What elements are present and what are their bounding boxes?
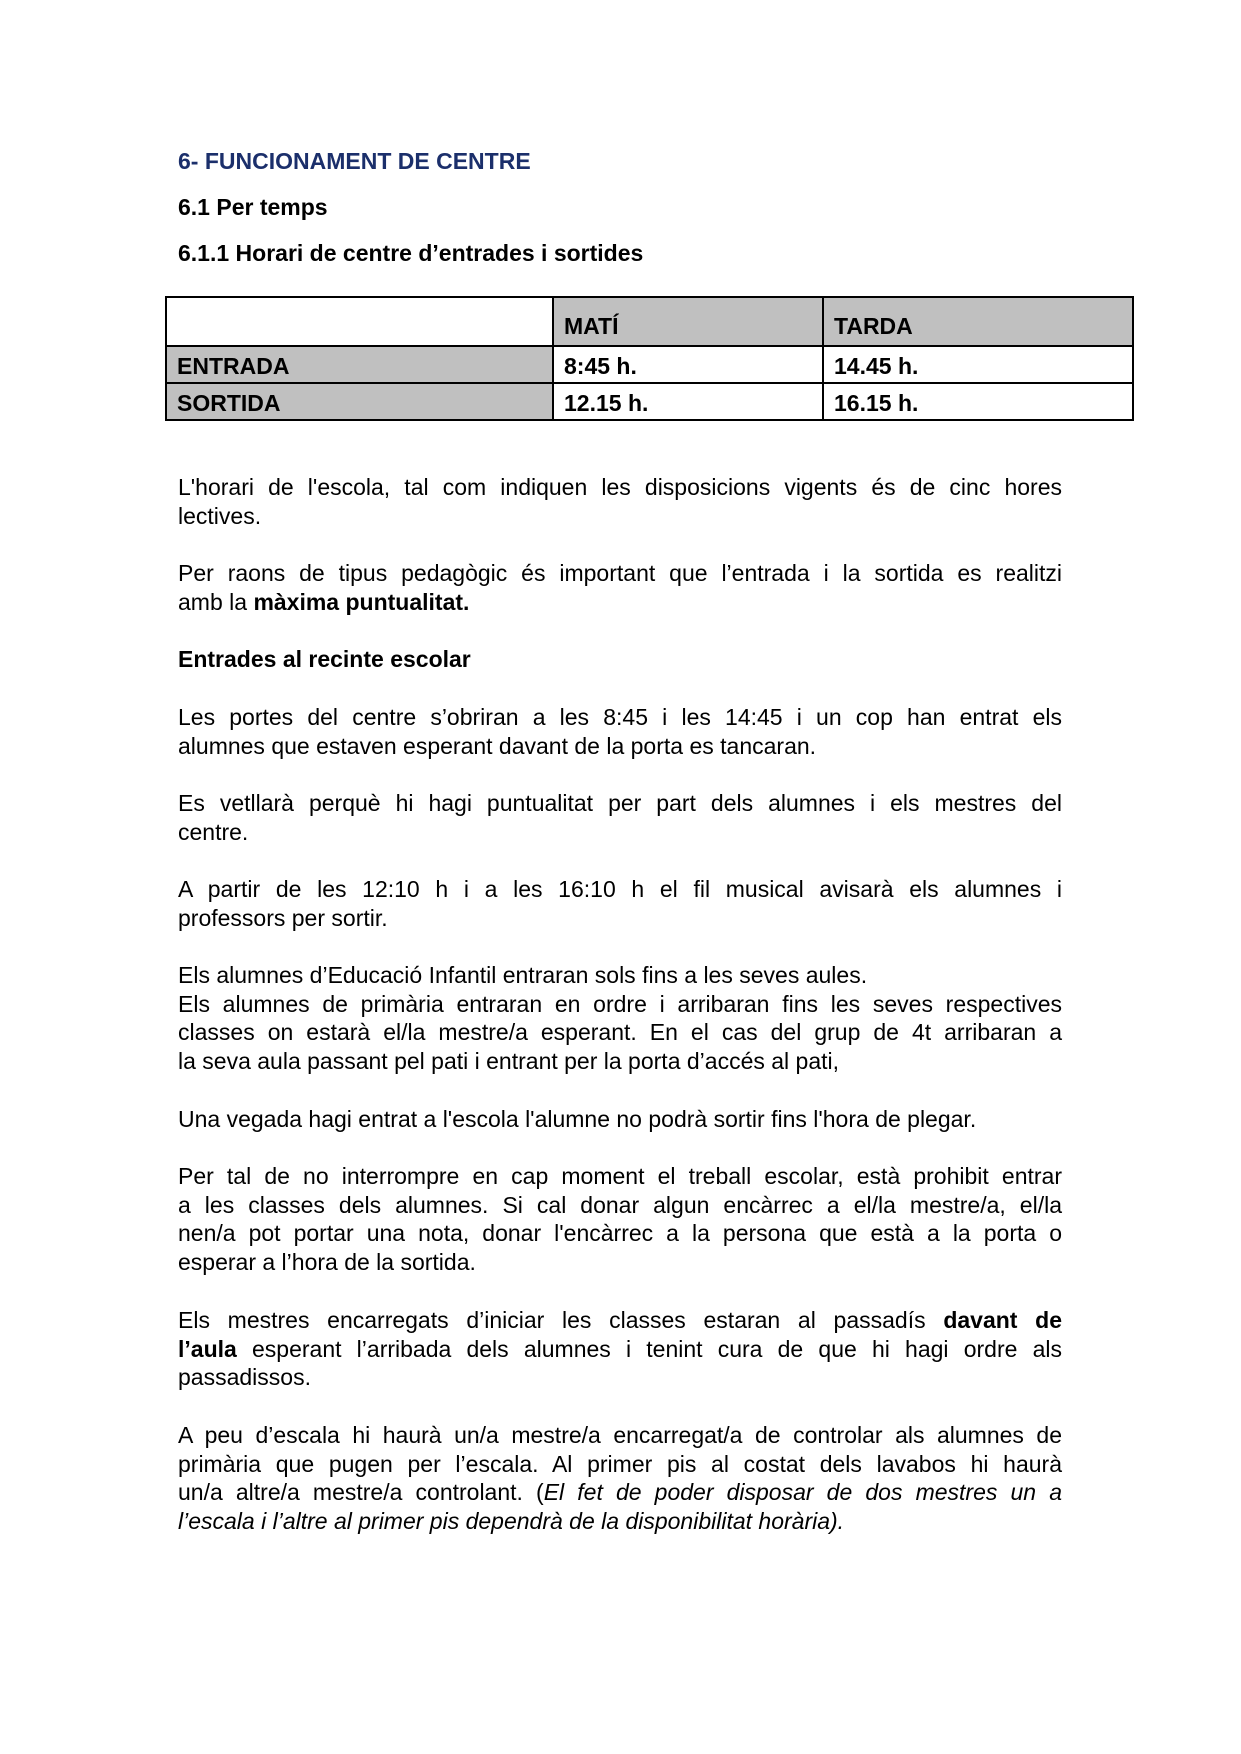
emphasis-text: màxima puntualitat. (253, 588, 470, 615)
schedule-cell-mati: 12.15 h. (553, 383, 823, 420)
text-line: alumnes que estaven esperant davant de la porta es tancaran. (178, 732, 817, 759)
emphasis-text: davant de (943, 1307, 1062, 1333)
text-line: classes on estarà el/la mestre/a esperant. En el cas del grup de 4t arribaran a (178, 1019, 1062, 1045)
schedule-row-sortida (166, 383, 1133, 420)
schedule-cell-mati: 8:45 h. (553, 346, 823, 383)
text-line: L'horari de l'escola, tal com indiquen les disposicions vigents és de cinc hores (178, 474, 1062, 500)
paragraph-alumnes (178, 961, 1062, 1075)
text-line: Entrades al recinte escolar (178, 646, 471, 672)
text-line: la seva aula passant pel pati i entrant per la porta d’accés al pati, (178, 1047, 840, 1074)
schedule-header-row (166, 297, 1133, 346)
schedule-row-label: ENTRADA (166, 346, 553, 383)
paragraph-puntualitat (178, 559, 1062, 616)
text-span: un/a altre/a mestre/a controlant. ( (178, 1479, 544, 1505)
text-line: passadissos. (178, 1364, 311, 1390)
paragraph-portes (178, 703, 1062, 760)
text-span: Els mestres encarregats d’iniciar les classes estaran al passadís (178, 1307, 944, 1333)
schedule-row-label: SORTIDA (166, 383, 553, 420)
paragraph-horari (178, 473, 1062, 530)
text-line: professors per sortir. (178, 904, 388, 931)
text-line: A peu d’escala hi haurà un/a mestre/a encarregat/a de controlar als alumnes de (178, 1422, 1062, 1448)
schedule-table (165, 296, 1134, 421)
paragraph-interrompre (178, 1162, 1062, 1276)
schedule-header-tarda: TARDA (823, 297, 1133, 346)
text-line (178, 1507, 1062, 1536)
text-line: Les portes del centre s’obriran a les 8:45 i les 14:45 i un cop han entrat els (178, 704, 1062, 730)
text-line: Una vegada hagi entrat a l'escola l'alumne no podrà sortir fins l'hora de plegar. (178, 1106, 977, 1132)
text-line (178, 588, 1062, 617)
text-line (178, 1306, 1062, 1335)
paragraph-mestres (178, 1306, 1062, 1392)
text-line: lectives. (178, 502, 262, 529)
schedule-header-mati: MATÍ (553, 297, 823, 346)
subsubsection-heading: 6.1.1 Horari de centre d’entrades i sortides (178, 240, 644, 266)
paragraph-fil-musical (178, 875, 1062, 932)
text-line: nen/a pot portar una nota, donar l'encàrrec a la persona que està a la porta o (178, 1220, 1062, 1246)
paragraph-escala (178, 1421, 1062, 1535)
text-line: a les classes dels alumnes. Si cal donar algun encàrrec a el/la mestre/a, el/la (178, 1191, 1062, 1218)
text-line: Els alumnes d’Educació Infantil entraran sols fins a les seves aules. (178, 962, 868, 988)
text-line: Per tal de no interrompre en cap moment el treball escolar, està prohibit entrar (178, 1163, 1062, 1189)
text-line: centre. (178, 818, 249, 845)
text-line: Per raons de tipus pedagògic és important que l’entrada i la sortida es realitzi (178, 560, 1062, 586)
schedule-row-entrada (166, 346, 1133, 383)
text-line: Es vetllarà perquè hi hagi puntualitat per part dels alumnes i els mestres del (178, 790, 1062, 816)
text-line (178, 1478, 1062, 1507)
italic-text: l’escala i l’altre al primer pis dependrà de la disponibilitat horària). (178, 1507, 845, 1534)
text-span: amb la (178, 588, 254, 615)
entrades-heading (178, 645, 1062, 674)
italic-text: El fet de poder disposar de dos mestres un a (543, 1479, 1062, 1505)
subsection-heading: 6.1 Per temps (178, 194, 328, 220)
schedule-cell-tarda: 16.15 h. (823, 383, 1133, 420)
paragraph-vetllara (178, 789, 1062, 846)
text-span: esperant l’arribada dels alumnes i tenint cura de que hi hagi ordre als (236, 1335, 1062, 1362)
text-line: Els alumnes de primària entraran en ordre i arribaran fins les seves respectives (178, 990, 1062, 1017)
emphasis-text: l’aula (178, 1335, 237, 1362)
schedule-header-empty (166, 297, 553, 346)
text-line (178, 1335, 1062, 1364)
text-line: esperar a l’hora de la sortida. (178, 1248, 476, 1275)
paragraph-sortir (178, 1105, 1062, 1134)
section-heading: 6- FUNCIONAMENT DE CENTRE (178, 148, 531, 174)
text-line: A partir de les 12:10 h i a les 16:10 h el fil musical avisarà els alumnes i (178, 876, 1062, 902)
text-line: primària que pugen per l’escala. Al primer pis al costat dels lavabos hi haurà (178, 1450, 1062, 1477)
schedule-cell-tarda: 14.45 h. (823, 346, 1133, 383)
